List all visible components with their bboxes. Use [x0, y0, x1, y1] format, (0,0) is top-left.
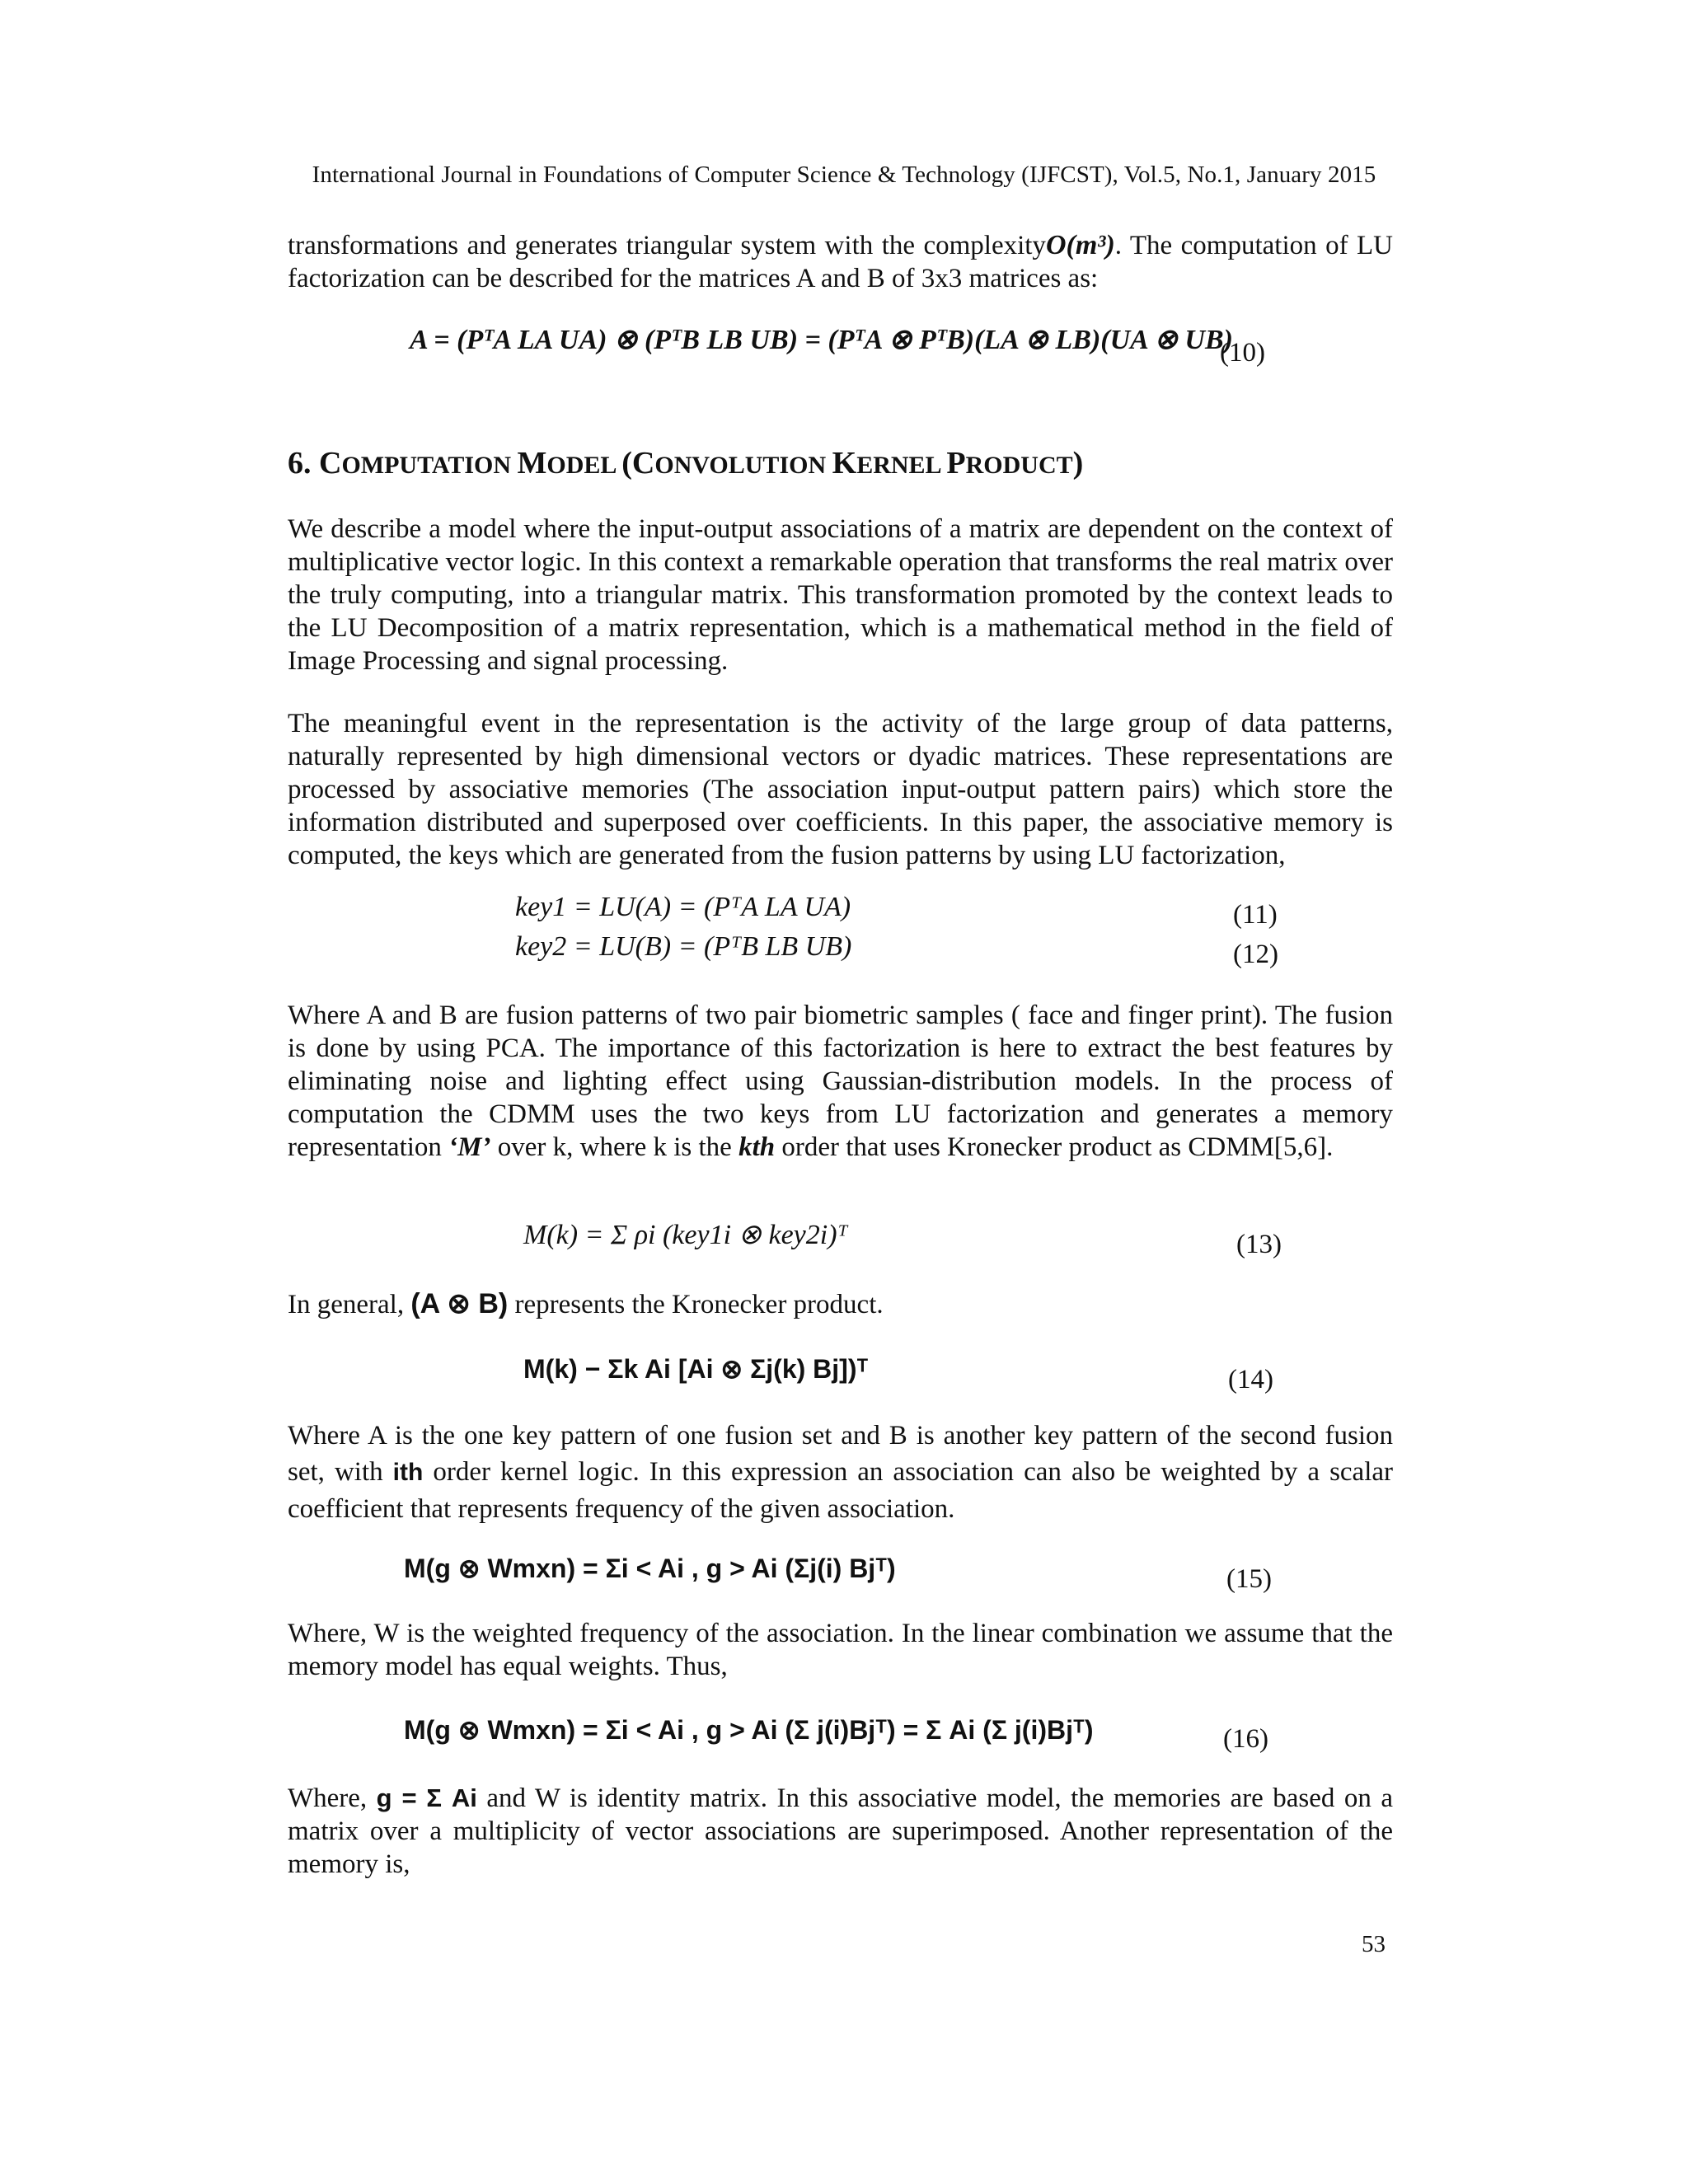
equation-number-11: (11): [1233, 900, 1278, 930]
heading-smallcaps: RODUCT: [965, 452, 1073, 479]
heading-smallcaps: OMPUTATION: [341, 452, 518, 479]
page-number: 53: [1362, 1931, 1386, 1957]
intro-paragraph: [288, 229, 1393, 295]
ith-symbol: ith: [392, 1459, 424, 1486]
running-header: International Journal in Foundations of Computer Science & Technology (IJFCST), Vol.5, No.1, January 2015: [312, 162, 1376, 188]
memory-symbol: ‘M’: [448, 1132, 491, 1162]
paragraph-7-text-b: and W is identity matrix. In this associative model, the memories are based on a matrix over a multiplicity of vector associations are superimposed. Another representation of the memory is,: [288, 1783, 1394, 1879]
paragraph-1: We describe a model where the input-output associations of a matrix are dependent on the context of multiplicative vector logic. In this context a remarkable operation that transforms the real matrix over the truly computing, into a triangular matrix. This transformation promoted by the context leads to the LU Decomposition of a matrix representation, which is a mathematical method in the field of Image Processing and signal processing.: [288, 514, 1393, 676]
equation-number-10: (10): [1220, 338, 1265, 368]
paragraph-5-text-b: order kernel logic. In this expression an association can also be weighted by a scalar coefficient that represents frequency of the given association.: [288, 1457, 1394, 1524]
paragraph-3-text-a: Where A and B are fusion patterns of two pair biometric samples ( face and finger print). The fusion is done by using PCA. The importance of this factorization is here to extract the best features by eliminating noise and lighting effect using Gaussian-distribution models. In the process of computation the CDMM uses the two keys from LU factorization and generates a memory representation: [288, 1001, 1393, 1162]
section-heading: [288, 445, 1083, 481]
equation-15: M(g ⊗ Wmxn) = Σi < Ai , g > Ai (Σj(i) Bjᵀ): [404, 1554, 896, 1583]
paragraph-2: The meaningful event in the representation is the activity of the large group of data patterns, naturally represented by high dimensional vectors or dyadic matrices. These representations are processed by associative memories (The association input-output pattern pairs) which store the information distributed and superposed over coefficients. In this paper, the associative memory is computed, the keys which are generated from the fusion patterns by using LU factorization,: [288, 709, 1393, 870]
paragraph-4-text-b: represents the Kronecker product.: [508, 1290, 884, 1319]
paragraph-7-text-a: Where,: [288, 1783, 377, 1813]
equation-13: M(k) = Σ ρi (key1i ⊗ key2i)ᵀ: [523, 1220, 848, 1250]
kth-symbol: kth: [738, 1132, 776, 1162]
paragraph-4-text-a: In general,: [288, 1290, 411, 1319]
complexity-math: O(m³): [1045, 230, 1115, 260]
paragraph-3-text-c: order that uses Kronecker product as CDMM[5,6].: [775, 1132, 1334, 1162]
heading-cap: ): [1072, 446, 1084, 480]
equation-number-16: (16): [1223, 1724, 1268, 1754]
equation-number-13: (13): [1236, 1230, 1282, 1259]
section-number: 6.: [288, 446, 312, 480]
heading-cap: (C: [621, 446, 655, 480]
equation-number-15: (15): [1226, 1564, 1272, 1594]
heading-cap: M: [517, 446, 547, 480]
kronecker-math: (A ⊗ B): [410, 1288, 509, 1319]
intro-text-before: transformations and generates triangular system with the complexity: [288, 231, 1046, 260]
heading-smallcaps: ERNEL: [856, 452, 947, 479]
g-definition-math: g = Σ Ai: [376, 1783, 477, 1812]
paragraph-6: Where, W is the weighted frequency of the association. In the linear combination we assume that the memory model has equal weights. Thus,: [288, 1619, 1393, 1681]
equation-12: key2 = LU(B) = (PᵀB LB UB): [515, 931, 852, 962]
equation-16: M(g ⊗ Wmxn) = Σi < Ai , g > Ai (Σ j(i)Bjᵀ) = Σ Ai (Σ j(i)Bjᵀ): [404, 1715, 1094, 1745]
heading-cap: P: [946, 446, 966, 480]
equation-number-12: (12): [1233, 940, 1278, 969]
paragraph-3: [288, 999, 1393, 1164]
intro-text-after: . The computation of LU factorization can be described for the matrices A and B of 3x3 matrices as:: [288, 231, 1393, 293]
equation-14: M(k) − Σk Ai [Ai ⊗ Σj(k) Bj])ᵀ: [523, 1354, 869, 1384]
paragraph-5: [288, 1418, 1393, 1527]
equation-10: A = (PᵀA LA UA) ⊗ (PᵀB LB UB) = (PᵀA ⊗ PᵀB)(LA ⊗ LB)(UA ⊗ UB): [410, 325, 1233, 355]
heading-smallcaps: ODEL: [546, 452, 622, 479]
equation-11: key1 = LU(A) = (PᵀA LA UA): [515, 892, 851, 922]
equation-number-14: (14): [1228, 1365, 1273, 1394]
paragraph-5-text-a: Where A is the one key pattern of one fusion set and B is another key pattern of the second fusion set, with: [288, 1421, 1393, 1487]
heading-cap: K: [832, 446, 857, 480]
heading-cap: C: [319, 446, 342, 480]
paragraph-7: [288, 1782, 1393, 1881]
paragraph-4: [288, 1287, 1393, 1321]
paragraph-3-text-b: over k, where k is the: [490, 1132, 739, 1162]
heading-smallcaps: ONVOLUTION: [654, 452, 832, 479]
